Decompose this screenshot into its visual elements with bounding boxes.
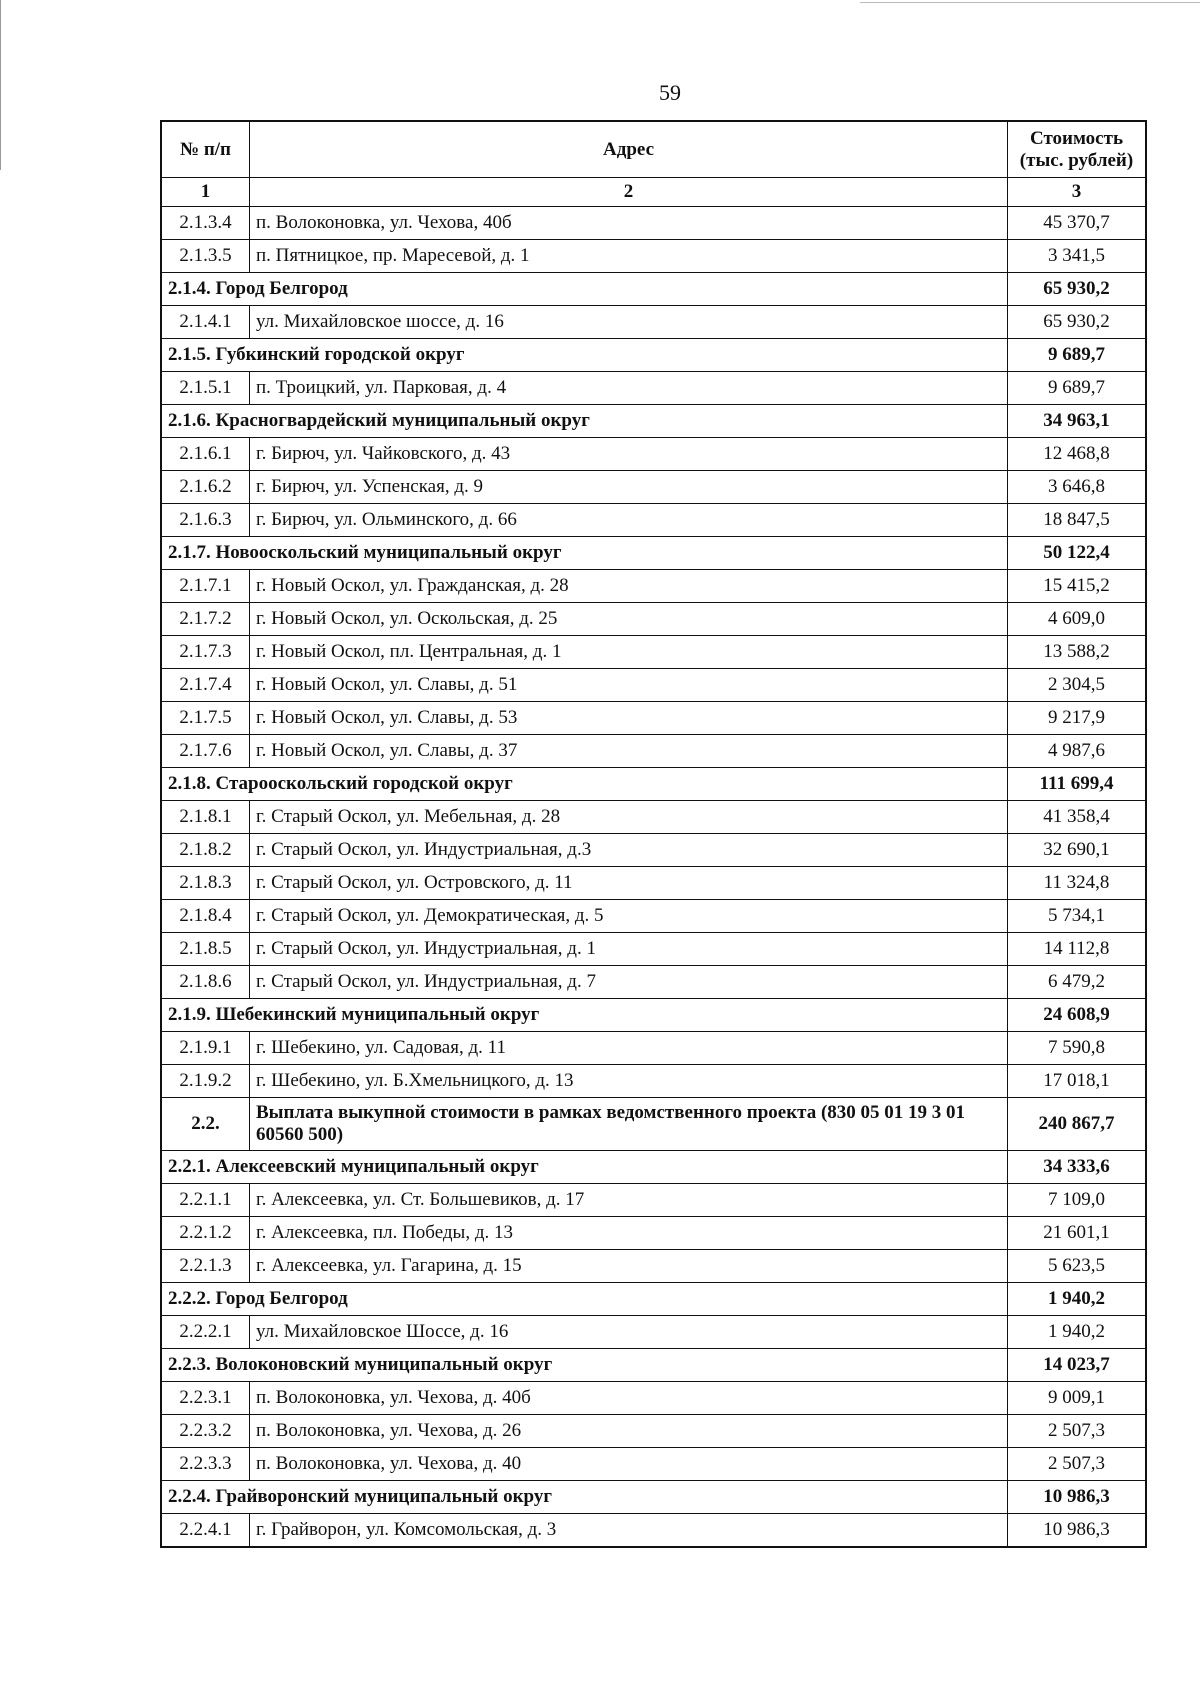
table-row <box>161 504 1146 537</box>
row-cost: 2 507,3 <box>1008 1415 1147 1448</box>
section-title: 2.1.6. Красногвардейский муниципальный округ <box>161 405 1008 438</box>
row-number: 2.1.7.6 <box>161 735 250 768</box>
row-cost: 1 940,2 <box>1008 1316 1147 1349</box>
row-address: г. Старый Оскол, ул. Индустриальная, д.3 <box>250 834 1008 867</box>
table-row <box>161 603 1146 636</box>
row-address: ул. Михайловское шоссе, д. 16 <box>250 306 1008 339</box>
table-row <box>161 1032 1146 1065</box>
row-address: г. Старый Оскол, ул. Демократическая, д. 5 <box>250 900 1008 933</box>
row-address: п. Троицкий, ул. Парковая, д. 4 <box>250 372 1008 405</box>
row-number: 2.1.4.1 <box>161 306 250 339</box>
row-number: 2.2.1.2 <box>161 1217 250 1250</box>
row-cost: 7 109,0 <box>1008 1184 1147 1217</box>
section-title: 2.2.2. Город Белгород <box>161 1283 1008 1316</box>
section-cost: 34 963,1 <box>1008 405 1147 438</box>
table-row <box>161 372 1146 405</box>
row-address: г. Бирюч, ул. Успенская, д. 9 <box>250 471 1008 504</box>
row-cost: 10 986,3 <box>1008 1514 1147 1548</box>
row-cost: 18 847,5 <box>1008 504 1147 537</box>
section-row <box>161 273 1146 306</box>
header-num: № п/п <box>161 121 250 178</box>
row-number: 2.1.6.3 <box>161 504 250 537</box>
table-row <box>161 1217 1146 1250</box>
row-number: 2.1.6.2 <box>161 471 250 504</box>
table-row <box>161 1382 1146 1415</box>
row-address: Выплата выкупной стоимости в рамках ведомственного проекта (830 05 01 19 3 01 60560 500) <box>250 1098 1008 1151</box>
row-cost: 5 623,5 <box>1008 1250 1147 1283</box>
section-row <box>161 1481 1146 1514</box>
row-cost: 12 468,8 <box>1008 438 1147 471</box>
table-row <box>161 471 1146 504</box>
table-row <box>161 834 1146 867</box>
row-address: п. Волоконовка, ул. Чехова, 40б <box>250 207 1008 240</box>
row-cost: 17 018,1 <box>1008 1065 1147 1098</box>
row-number: 2.1.8.3 <box>161 867 250 900</box>
column-index-3: 3 <box>1008 178 1147 207</box>
row-number: 2.2.3.1 <box>161 1382 250 1415</box>
header-row <box>161 121 1146 178</box>
row-address: г. Новый Оскол, ул. Славы, д. 53 <box>250 702 1008 735</box>
row-number: 2.1.7.4 <box>161 669 250 702</box>
row-address: п. Пятницкое, пр. Маресевой, д. 1 <box>250 240 1008 273</box>
section-row <box>161 405 1146 438</box>
row-number: 2.2.3.3 <box>161 1448 250 1481</box>
row-address: г. Старый Оскол, ул. Островского, д. 11 <box>250 867 1008 900</box>
table-row <box>161 1184 1146 1217</box>
row-address: г. Старый Оскол, ул. Индустриальная, д. 7 <box>250 966 1008 999</box>
row-cost: 41 358,4 <box>1008 801 1147 834</box>
row-address: п. Волоконовка, ул. Чехова, д. 40 <box>250 1448 1008 1481</box>
section-cost: 10 986,3 <box>1008 1481 1147 1514</box>
table-row <box>161 966 1146 999</box>
section-title: 2.1.7. Новооскольский муниципальный округ <box>161 537 1008 570</box>
row-cost: 3 646,8 <box>1008 471 1147 504</box>
row-number: 2.1.5.1 <box>161 372 250 405</box>
row-cost: 14 112,8 <box>1008 933 1147 966</box>
row-number: 2.1.7.5 <box>161 702 250 735</box>
row-number: 2.1.3.4 <box>161 207 250 240</box>
section-row <box>161 1151 1146 1184</box>
row-number: 2.2.1.1 <box>161 1184 250 1217</box>
section-title: 2.1.5. Губкинский городской округ <box>161 339 1008 372</box>
row-cost: 11 324,8 <box>1008 867 1147 900</box>
table-row <box>161 1316 1146 1349</box>
row-number: 2.1.7.3 <box>161 636 250 669</box>
table-row <box>161 1250 1146 1283</box>
row-cost: 15 415,2 <box>1008 570 1147 603</box>
row-cost: 9 009,1 <box>1008 1382 1147 1415</box>
section-title: 2.1.8. Старооскольский городской округ <box>161 768 1008 801</box>
section-row <box>161 339 1146 372</box>
row-address: г. Старый Оскол, ул. Индустриальная, д. 1 <box>250 933 1008 966</box>
cost-table <box>160 120 1147 1548</box>
row-number: 2.1.8.2 <box>161 834 250 867</box>
section-title: 2.2.4. Грайворонский муниципальный округ <box>161 1481 1008 1514</box>
row-number: 2.1.6.1 <box>161 438 250 471</box>
section-title: 2.1.4. Город Белгород <box>161 273 1008 306</box>
section-cost: 9 689,7 <box>1008 339 1147 372</box>
table-row <box>161 933 1146 966</box>
row-number: 2.2.1.3 <box>161 1250 250 1283</box>
table-body <box>161 207 1146 1548</box>
row-number: 2.2.2.1 <box>161 1316 250 1349</box>
section-row <box>161 537 1146 570</box>
table-row <box>161 306 1146 339</box>
section-row <box>161 1349 1146 1382</box>
section-cost: 24 608,9 <box>1008 999 1147 1032</box>
row-cost: 3 341,5 <box>1008 240 1147 273</box>
table-row <box>161 702 1146 735</box>
row-number: 2.1.8.1 <box>161 801 250 834</box>
row-address: г. Новый Оскол, ул. Славы, д. 37 <box>250 735 1008 768</box>
section-title: 2.2.3. Волоконовский муниципальный округ <box>161 1349 1008 1382</box>
row-number: 2.1.8.6 <box>161 966 250 999</box>
section-cost: 1 940,2 <box>1008 1283 1147 1316</box>
header-cost-line1: Стоимость <box>1029 127 1123 149</box>
row-number: 2.2.3.2 <box>161 1415 250 1448</box>
row-number: 2.1.7.1 <box>161 570 250 603</box>
row-cost: 9 689,7 <box>1008 372 1147 405</box>
column-index-2: 2 <box>250 178 1008 207</box>
section-row <box>161 999 1146 1032</box>
row-number: 2.1.8.4 <box>161 900 250 933</box>
row-cost: 13 588,2 <box>1008 636 1147 669</box>
section-title: 2.2.1. Алексеевский муниципальный округ <box>161 1151 1008 1184</box>
table-row <box>161 207 1146 240</box>
table-row <box>161 801 1146 834</box>
row-number: 2.2. <box>161 1098 250 1151</box>
section-cost: 50 122,4 <box>1008 537 1147 570</box>
table-row <box>161 900 1146 933</box>
row-cost: 4 609,0 <box>1008 603 1147 636</box>
table-row <box>161 1514 1146 1548</box>
row-address: г. Новый Оскол, ул. Оскольская, д. 25 <box>250 603 1008 636</box>
row-cost: 65 930,2 <box>1008 306 1147 339</box>
row-address: г. Бирюч, ул. Чайковского, д. 43 <box>250 438 1008 471</box>
table-row <box>161 570 1146 603</box>
row-address: г. Новый Оскол, пл. Центральная, д. 1 <box>250 636 1008 669</box>
row-address: г. Новый Оскол, ул. Славы, д. 51 <box>250 669 1008 702</box>
row-cost: 9 217,9 <box>1008 702 1147 735</box>
page-number: 59 <box>659 80 681 105</box>
row-number: 2.1.8.5 <box>161 933 250 966</box>
row-address: г. Грайворон, ул. Комсомольская, д. 3 <box>250 1514 1008 1548</box>
header-address: Адрес <box>250 121 1008 178</box>
row-address: г. Алексеевка, ул. Ст. Большевиков, д. 17 <box>250 1184 1008 1217</box>
column-index-row <box>161 178 1146 207</box>
row-address: г. Шебекино, ул. Садовая, д. 11 <box>250 1032 1008 1065</box>
row-number: 2.1.3.5 <box>161 240 250 273</box>
row-cost: 7 590,8 <box>1008 1032 1147 1065</box>
row-cost: 21 601,1 <box>1008 1217 1147 1250</box>
header-cost <box>1008 121 1147 178</box>
section-row <box>161 768 1146 801</box>
section-cost: 34 333,6 <box>1008 1151 1147 1184</box>
group-row <box>161 1098 1146 1151</box>
row-address: ул. Михайловское Шоссе, д. 16 <box>250 1316 1008 1349</box>
table-row <box>161 1448 1146 1481</box>
column-index-1: 1 <box>161 178 250 207</box>
row-cost: 32 690,1 <box>1008 834 1147 867</box>
row-number: 2.1.9.1 <box>161 1032 250 1065</box>
row-cost: 4 987,6 <box>1008 735 1147 768</box>
row-address: г. Алексеевка, ул. Гагарина, д. 15 <box>250 1250 1008 1283</box>
table-row <box>161 240 1146 273</box>
row-address: п. Волоконовка, ул. Чехова, д. 26 <box>250 1415 1008 1448</box>
table-row <box>161 636 1146 669</box>
row-address: г. Шебекино, ул. Б.Хмельницкого, д. 13 <box>250 1065 1008 1098</box>
table-row <box>161 867 1146 900</box>
row-address: г. Бирюч, ул. Ольминского, д. 66 <box>250 504 1008 537</box>
header-cost-line2: (тыс. рублей) <box>1019 149 1134 171</box>
row-cost: 45 370,7 <box>1008 207 1147 240</box>
table-row <box>161 1065 1146 1098</box>
row-cost: 2 304,5 <box>1008 669 1147 702</box>
table-row <box>161 438 1146 471</box>
section-cost: 14 023,7 <box>1008 1349 1147 1382</box>
table-row <box>161 669 1146 702</box>
row-address: г. Новый Оскол, ул. Гражданская, д. 28 <box>250 570 1008 603</box>
row-number: 2.1.9.2 <box>161 1065 250 1098</box>
section-title: 2.1.9. Шебекинский муниципальный округ <box>161 999 1008 1032</box>
row-cost: 240 867,7 <box>1008 1098 1147 1151</box>
row-address: г. Алексеевка, пл. Победы, д. 13 <box>250 1217 1008 1250</box>
section-cost: 65 930,2 <box>1008 273 1147 306</box>
row-address: п. Волоконовка, ул. Чехова, д. 40б <box>250 1382 1008 1415</box>
row-address: г. Старый Оскол, ул. Мебельная, д. 28 <box>250 801 1008 834</box>
section-row <box>161 1283 1146 1316</box>
row-number: 2.2.4.1 <box>161 1514 250 1548</box>
row-cost: 6 479,2 <box>1008 966 1147 999</box>
table-row <box>161 735 1146 768</box>
section-cost: 111 699,4 <box>1008 768 1147 801</box>
scan-edge-top <box>860 2 1200 3</box>
table-row <box>161 1415 1146 1448</box>
row-cost: 5 734,1 <box>1008 900 1147 933</box>
row-cost: 2 507,3 <box>1008 1448 1147 1481</box>
row-number: 2.1.7.2 <box>161 603 250 636</box>
